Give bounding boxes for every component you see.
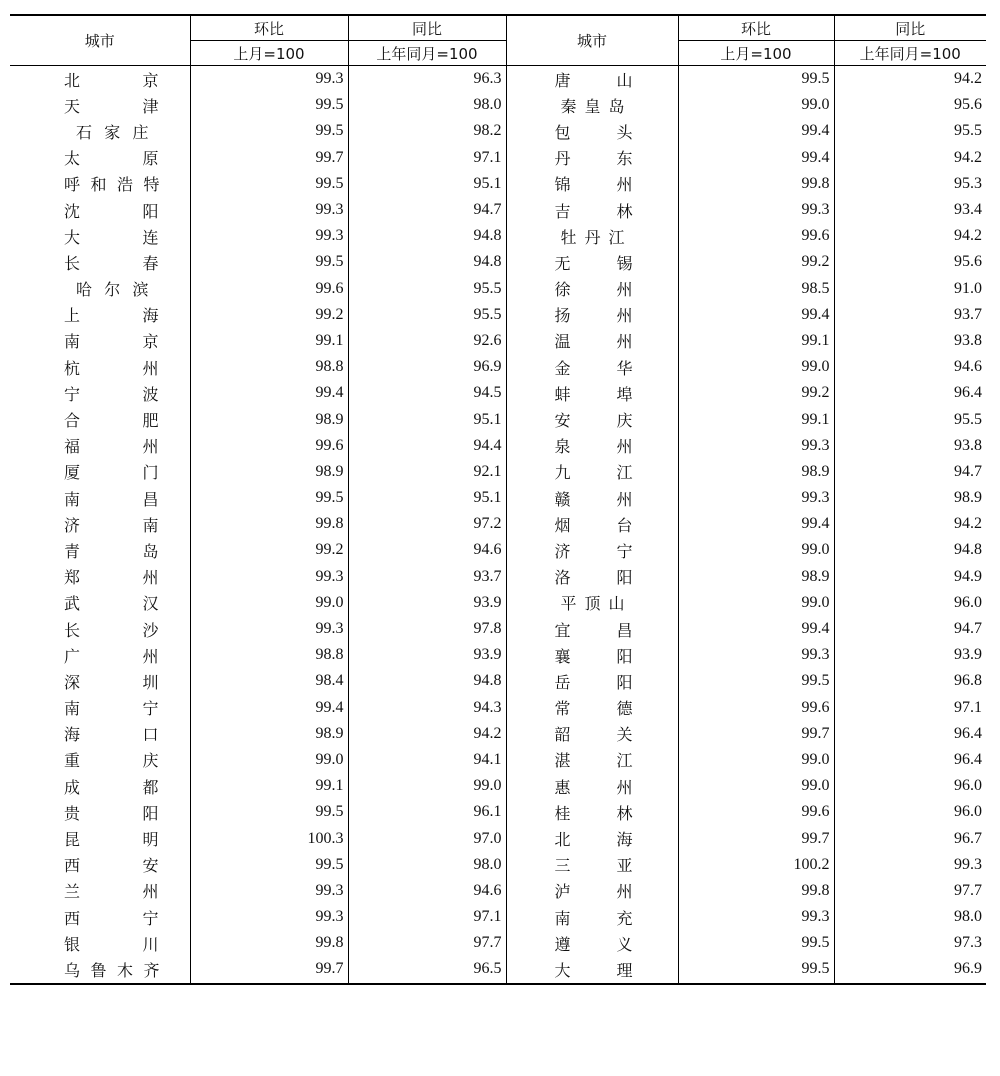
yoy-value-right: 97.3 [834, 930, 986, 956]
yoy-value-left: 96.9 [348, 354, 506, 380]
table-row [10, 66, 986, 93]
table-row [10, 276, 986, 302]
city-name-left: 南昌 [64, 489, 160, 509]
yoy-value-right: 96.0 [834, 799, 986, 825]
city-name-left: 南京 [64, 332, 160, 352]
yoy-value-left: 96.5 [348, 956, 506, 983]
city-name-left: 昆明 [64, 830, 160, 850]
city-name-left: 青岛 [64, 541, 160, 561]
mom-value-right: 99.2 [678, 380, 834, 406]
table-row [10, 852, 986, 878]
yoy-value-right: 94.2 [834, 511, 986, 537]
city-name-left: 重庆 [64, 751, 160, 771]
mom-value-left: 99.2 [190, 537, 348, 563]
yoy-value-right: 93.4 [834, 197, 986, 223]
mom-base-header-right: 上月=100 [678, 41, 834, 66]
mom-value-left: 99.5 [190, 92, 348, 118]
mom-column-header-left: 环比 [190, 15, 348, 41]
table-body [10, 66, 986, 984]
mom-value-right: 100.2 [678, 852, 834, 878]
mom-value-right: 99.3 [678, 904, 834, 930]
city-name-left: 长春 [64, 253, 160, 273]
yoy-value-right: 91.0 [834, 276, 986, 302]
city-name-right: 泉州 [506, 433, 678, 459]
yoy-value-right: 95.6 [834, 249, 986, 275]
city-name-left: 天津 [64, 96, 160, 116]
yoy-value-left: 93.9 [348, 642, 506, 668]
yoy-value-right: 99.3 [834, 852, 986, 878]
yoy-column-header-right: 同比 [834, 15, 986, 41]
yoy-value-right: 95.6 [834, 92, 986, 118]
mom-value-left: 99.4 [190, 695, 348, 721]
mom-value-right: 99.0 [678, 773, 834, 799]
mom-base-header-left: 上月=100 [190, 41, 348, 66]
yoy-value-left: 94.5 [348, 380, 506, 406]
city-name-left: 哈尔滨 [76, 280, 150, 300]
mom-value-right: 99.3 [678, 197, 834, 223]
yoy-value-left: 94.6 [348, 878, 506, 904]
city-name-right: 南充 [506, 904, 678, 930]
mom-value-left: 99.5 [190, 799, 348, 825]
city-name-left: 宁波 [64, 384, 160, 404]
yoy-value-right: 96.0 [834, 590, 986, 616]
yoy-value-left: 95.5 [348, 276, 506, 302]
city-name-right: 济宁 [506, 537, 678, 563]
yoy-value-left: 97.8 [348, 616, 506, 642]
yoy-value-left: 93.9 [348, 590, 506, 616]
yoy-value-left: 97.1 [348, 904, 506, 930]
city-name-right: 温州 [506, 328, 678, 354]
yoy-base-header-left: 上年同月=100 [348, 41, 506, 66]
yoy-value-left: 98.0 [348, 852, 506, 878]
yoy-value-right: 93.8 [834, 433, 986, 459]
city-name-left: 上海 [64, 306, 160, 326]
mom-value-left: 99.0 [190, 747, 348, 773]
yoy-value-left: 95.5 [348, 302, 506, 328]
table-row [10, 537, 986, 563]
yoy-value-right: 96.9 [834, 956, 986, 983]
yoy-value-right: 96.7 [834, 825, 986, 851]
mom-value-left: 99.3 [190, 564, 348, 590]
city-name-right: 遵义 [506, 930, 678, 956]
city-name-left: 沈阳 [64, 201, 160, 221]
mom-value-right: 99.0 [678, 590, 834, 616]
yoy-value-left: 94.3 [348, 695, 506, 721]
table-row [10, 223, 986, 249]
mom-value-left: 100.3 [190, 825, 348, 851]
table-row [10, 145, 986, 171]
city-column-header-left: 城市 [10, 15, 190, 66]
city-name-right: 赣州 [506, 485, 678, 511]
city-name-left: 长沙 [64, 620, 160, 640]
city-name-left: 大连 [64, 227, 160, 247]
price-index-table [10, 14, 986, 985]
mom-value-right: 99.6 [678, 223, 834, 249]
city-name-right: 惠州 [506, 773, 678, 799]
mom-value-right: 99.2 [678, 249, 834, 275]
yoy-value-right: 94.2 [834, 223, 986, 249]
mom-value-left: 99.8 [190, 511, 348, 537]
city-name-left: 兰州 [64, 882, 160, 902]
table-row [10, 956, 986, 983]
mom-value-left: 99.5 [190, 171, 348, 197]
table-row [10, 459, 986, 485]
mom-value-left: 98.9 [190, 721, 348, 747]
table-row [10, 171, 986, 197]
city-name-left: 太原 [64, 149, 160, 169]
table-row [10, 930, 986, 956]
table-row [10, 433, 986, 459]
city-name-left: 武汉 [64, 594, 160, 614]
mom-value-left: 99.5 [190, 485, 348, 511]
city-name-right: 洛阳 [506, 564, 678, 590]
table-row [10, 118, 986, 144]
mom-value-left: 99.8 [190, 930, 348, 956]
city-name-right: 唐山 [506, 66, 678, 93]
mom-value-left: 99.3 [190, 616, 348, 642]
yoy-value-left: 99.0 [348, 773, 506, 799]
table-row [10, 668, 986, 694]
mom-value-right: 99.4 [678, 616, 834, 642]
table-row [10, 354, 986, 380]
mom-value-left: 98.8 [190, 642, 348, 668]
table-row [10, 616, 986, 642]
mom-value-left: 99.3 [190, 223, 348, 249]
yoy-column-header-left: 同比 [348, 15, 506, 41]
mom-value-right: 99.7 [678, 825, 834, 851]
mom-value-right: 99.5 [678, 956, 834, 983]
mom-value-left: 99.3 [190, 904, 348, 930]
mom-value-right: 99.3 [678, 433, 834, 459]
mom-value-left: 99.1 [190, 773, 348, 799]
city-name-left: 北京 [64, 70, 160, 90]
city-name-right: 扬州 [506, 302, 678, 328]
mom-value-right: 99.3 [678, 642, 834, 668]
yoy-value-left: 97.2 [348, 511, 506, 537]
table-row [10, 825, 986, 851]
city-name-left: 厦门 [64, 463, 160, 483]
mom-value-right: 99.3 [678, 485, 834, 511]
yoy-value-left: 94.6 [348, 537, 506, 563]
mom-value-left: 98.4 [190, 668, 348, 694]
yoy-value-left: 92.1 [348, 459, 506, 485]
city-name-right: 金华 [506, 354, 678, 380]
mom-value-right: 99.4 [678, 511, 834, 537]
mom-value-right: 99.5 [678, 930, 834, 956]
mom-value-right: 98.9 [678, 459, 834, 485]
mom-value-left: 98.8 [190, 354, 348, 380]
yoy-value-left: 97.7 [348, 930, 506, 956]
table-row [10, 747, 986, 773]
city-name-left: 南宁 [64, 699, 160, 719]
city-name-left: 石家庄 [76, 122, 150, 142]
city-name-left: 济南 [64, 515, 160, 535]
city-name-right: 大理 [506, 956, 678, 983]
yoy-value-right: 94.7 [834, 616, 986, 642]
table-row [10, 721, 986, 747]
mom-value-right: 99.0 [678, 92, 834, 118]
table-row [10, 904, 986, 930]
city-name-left: 郑州 [64, 568, 160, 588]
yoy-value-right: 94.7 [834, 459, 986, 485]
mom-value-left: 99.7 [190, 145, 348, 171]
city-name-left: 贵阳 [64, 803, 160, 823]
yoy-value-right: 93.8 [834, 328, 986, 354]
table-row [10, 406, 986, 432]
city-name-right: 秦皇岛 [506, 92, 678, 118]
yoy-value-left: 94.8 [348, 249, 506, 275]
city-column-header-right: 城市 [506, 15, 678, 66]
city-name-left: 银川 [64, 934, 160, 954]
table-header [10, 15, 986, 66]
table-row [10, 511, 986, 537]
mom-value-left: 99.6 [190, 433, 348, 459]
yoy-base-header-right: 上年同月=100 [834, 41, 986, 66]
city-name-right: 常德 [506, 695, 678, 721]
yoy-value-left: 97.1 [348, 145, 506, 171]
city-name-right: 九江 [506, 459, 678, 485]
mom-value-left: 98.9 [190, 459, 348, 485]
city-name-left: 成都 [64, 777, 160, 797]
table-row [10, 878, 986, 904]
yoy-value-right: 94.8 [834, 537, 986, 563]
mom-value-left: 98.9 [190, 406, 348, 432]
mom-value-left: 99.5 [190, 118, 348, 144]
city-name-right: 包头 [506, 118, 678, 144]
mom-value-right: 99.1 [678, 406, 834, 432]
city-name-right: 吉林 [506, 197, 678, 223]
mom-value-left: 99.5 [190, 852, 348, 878]
table-row [10, 92, 986, 118]
yoy-value-right: 94.6 [834, 354, 986, 380]
mom-value-left: 99.3 [190, 878, 348, 904]
yoy-value-left: 94.8 [348, 668, 506, 694]
city-name-right: 韶关 [506, 721, 678, 747]
table-row [10, 773, 986, 799]
yoy-value-right: 95.5 [834, 118, 986, 144]
mom-value-left: 99.0 [190, 590, 348, 616]
mom-value-right: 98.9 [678, 564, 834, 590]
mom-value-right: 99.5 [678, 668, 834, 694]
city-name-right: 三亚 [506, 852, 678, 878]
mom-column-header-right: 环比 [678, 15, 834, 41]
yoy-value-left: 94.2 [348, 721, 506, 747]
table-row [10, 590, 986, 616]
yoy-value-left: 94.7 [348, 197, 506, 223]
yoy-value-right: 98.9 [834, 485, 986, 511]
yoy-value-left: 94.1 [348, 747, 506, 773]
yoy-value-right: 96.0 [834, 773, 986, 799]
city-name-left: 海口 [64, 725, 160, 745]
mom-value-right: 99.7 [678, 721, 834, 747]
city-name-right: 湛江 [506, 747, 678, 773]
city-name-right: 岳阳 [506, 668, 678, 694]
city-name-left: 西安 [64, 856, 160, 876]
city-name-right: 泸州 [506, 878, 678, 904]
city-name-right: 桂林 [506, 799, 678, 825]
yoy-value-left: 95.1 [348, 485, 506, 511]
city-name-left: 西宁 [64, 908, 160, 928]
yoy-value-right: 96.4 [834, 747, 986, 773]
yoy-value-right: 96.4 [834, 380, 986, 406]
mom-value-right: 98.5 [678, 276, 834, 302]
table-row [10, 380, 986, 406]
yoy-value-left: 93.7 [348, 564, 506, 590]
city-name-left: 广州 [64, 646, 160, 666]
city-name-right: 烟台 [506, 511, 678, 537]
yoy-value-left: 96.3 [348, 66, 506, 93]
yoy-value-right: 93.9 [834, 642, 986, 668]
city-name-right: 丹东 [506, 145, 678, 171]
yoy-value-left: 96.1 [348, 799, 506, 825]
mom-value-right: 99.4 [678, 302, 834, 328]
city-name-left: 乌鲁木齐 [64, 960, 160, 980]
mom-value-left: 99.2 [190, 302, 348, 328]
city-name-right: 襄阳 [506, 642, 678, 668]
yoy-value-left: 95.1 [348, 406, 506, 432]
yoy-value-right: 96.8 [834, 668, 986, 694]
mom-value-right: 99.0 [678, 537, 834, 563]
city-name-right: 徐州 [506, 276, 678, 302]
mom-value-right: 99.4 [678, 145, 834, 171]
table-row [10, 328, 986, 354]
mom-value-right: 99.8 [678, 878, 834, 904]
yoy-value-right: 94.2 [834, 145, 986, 171]
yoy-value-left: 98.0 [348, 92, 506, 118]
yoy-value-right: 97.7 [834, 878, 986, 904]
yoy-value-right: 98.0 [834, 904, 986, 930]
city-name-right: 北海 [506, 825, 678, 851]
yoy-value-right: 95.3 [834, 171, 986, 197]
city-name-left: 福州 [64, 437, 160, 457]
yoy-value-left: 97.0 [348, 825, 506, 851]
city-name-right: 牡丹江 [506, 223, 678, 249]
yoy-value-right: 94.9 [834, 564, 986, 590]
mom-value-left: 99.3 [190, 66, 348, 93]
mom-value-right: 99.0 [678, 747, 834, 773]
table-row [10, 799, 986, 825]
mom-value-right: 99.5 [678, 66, 834, 93]
table-row [10, 564, 986, 590]
city-name-left: 杭州 [64, 358, 160, 378]
city-name-left: 呼和浩特 [64, 175, 160, 195]
table-row [10, 249, 986, 275]
yoy-value-right: 97.1 [834, 695, 986, 721]
mom-value-left: 99.4 [190, 380, 348, 406]
yoy-value-right: 93.7 [834, 302, 986, 328]
mom-value-right: 99.1 [678, 328, 834, 354]
yoy-value-left: 94.4 [348, 433, 506, 459]
yoy-value-right: 94.2 [834, 66, 986, 93]
mom-value-left: 99.1 [190, 328, 348, 354]
table-row [10, 695, 986, 721]
city-name-right: 宜昌 [506, 616, 678, 642]
yoy-value-left: 94.8 [348, 223, 506, 249]
city-name-right: 平顶山 [506, 590, 678, 616]
mom-value-right: 99.6 [678, 799, 834, 825]
yoy-value-left: 98.2 [348, 118, 506, 144]
city-name-right: 蚌埠 [506, 380, 678, 406]
mom-value-left: 99.7 [190, 956, 348, 983]
table-row [10, 642, 986, 668]
yoy-value-right: 95.5 [834, 406, 986, 432]
table-row [10, 485, 986, 511]
mom-value-left: 99.6 [190, 276, 348, 302]
yoy-value-right: 96.4 [834, 721, 986, 747]
table-row [10, 197, 986, 223]
yoy-value-left: 95.1 [348, 171, 506, 197]
mom-value-left: 99.5 [190, 249, 348, 275]
city-name-left: 深圳 [64, 672, 160, 692]
mom-value-right: 99.4 [678, 118, 834, 144]
mom-value-right: 99.6 [678, 695, 834, 721]
city-name-left: 合肥 [64, 411, 160, 431]
city-name-right: 锦州 [506, 171, 678, 197]
yoy-value-left: 92.6 [348, 328, 506, 354]
table-row [10, 302, 986, 328]
mom-value-right: 99.8 [678, 171, 834, 197]
city-name-right: 安庆 [506, 406, 678, 432]
city-name-right: 无锡 [506, 249, 678, 275]
mom-value-right: 99.0 [678, 354, 834, 380]
mom-value-left: 99.3 [190, 197, 348, 223]
